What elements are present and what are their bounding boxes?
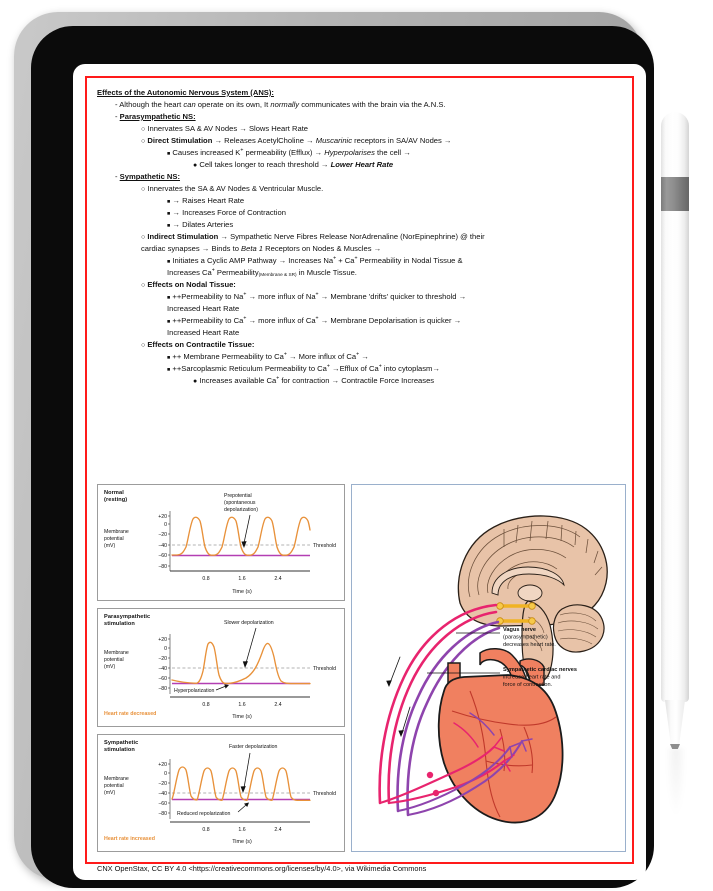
y-tick-labels-sympathetic: [158, 762, 167, 817]
y-axis-normal: [168, 511, 170, 571]
annotation-prepotential-l3: depolarization): [224, 507, 259, 513]
para-item-2: [97, 135, 622, 147]
dash-marker: -: [115, 172, 118, 182]
reduced-repolarization-label: Reduced repolarization: [177, 811, 231, 817]
contr-2-pre: ++Sarcoplasmic Reticulum Permeability to Ca: [172, 364, 327, 374]
chart-panel-normal: [97, 484, 345, 601]
intro-suffix: communicates with the brain via the A.N.S.: [299, 99, 446, 109]
na-plus-superscript: +: [333, 255, 337, 262]
svg-text:−60: −60: [158, 676, 167, 682]
hyperpolarization-label: Hyperpolarization: [174, 688, 215, 694]
dash-marker: -: [115, 111, 118, 121]
cyclic-amp-line: [97, 255, 622, 267]
y-axis-line-2: potential: [104, 535, 124, 542]
contr-1-pre: ++ Membrane Permeability to Ca: [172, 352, 284, 362]
para-item-1: [97, 123, 622, 135]
svg-text:−20: −20: [158, 781, 167, 787]
sympathetic-label-line-3: force of contraction.: [503, 682, 553, 688]
nodal-2-end: → Membrane Depolarisation is quicker →: [318, 316, 462, 326]
annotation-arrowhead-faster: [241, 786, 246, 793]
svg-text:−40: −40: [158, 666, 167, 672]
x-axis-title-parasympathetic: Time (s): [232, 714, 252, 720]
nodal-item-2-wrap: Increased Heart Rate: [167, 328, 240, 338]
chart-panel-sympathetic: [97, 734, 345, 852]
square-bullet-icon: ■: [167, 355, 171, 362]
sympathetic-heading-line: [97, 171, 622, 183]
contr-3-pre: Increases available Ca: [199, 376, 277, 386]
stylus-band: [661, 177, 689, 211]
svg-text:−20: −20: [158, 532, 167, 538]
chart-title-line-1: Normal: [104, 490, 124, 496]
annotation-arrowhead-parasympathetic: [243, 661, 248, 668]
symp-sub-2-text: → Increases Force of Contraction: [172, 208, 286, 218]
nodal-2-pre: ++Permeability to Ca: [172, 316, 244, 326]
contractile-item-2: [97, 363, 622, 375]
circle-bullet-icon: ○: [141, 234, 146, 242]
action-potential-trace-normal: [172, 517, 310, 555]
para-item-3-end: the cell →: [374, 148, 411, 158]
figure-block: [97, 484, 626, 862]
indirect-stimulation-label: Indirect Stimulation: [147, 232, 219, 242]
para-item-2-end: receptors in SA/AV Nodes →: [352, 136, 452, 145]
svg-text:2.4: 2.4: [274, 702, 282, 708]
stylus-pencil[interactable]: [661, 112, 689, 752]
y-axis-line-2: potential: [104, 782, 124, 789]
action-potential-charts: [97, 484, 345, 852]
circle-bullet-icon: ○: [141, 342, 146, 350]
y-tick-labels-normal: [158, 514, 167, 570]
heart-rate-note-sympathetic: Heart rate increased: [104, 836, 155, 842]
document-body: [87, 78, 632, 873]
circle-bullet-icon: ○: [141, 125, 146, 133]
sympathetic-label-line-1: Sympathetic cardiac nerves: [503, 667, 577, 673]
stylus-shadow: [666, 748, 686, 818]
ca-plus-superscript: +: [243, 315, 247, 322]
symp-item-1: [97, 183, 622, 195]
svg-text:0: 0: [164, 771, 167, 777]
svg-text:1.6: 1.6: [238, 702, 246, 708]
lower-heart-rate-label: Lower Heart Rate: [330, 160, 394, 170]
svg-text:1.6: 1.6: [238, 827, 246, 833]
figure-caption: CNX OpenStax, CC BY 4.0 <https://creativecommons.org/licenses/by/4.0>, via Wikimedia Commons: [97, 864, 427, 873]
svg-text:−60: −60: [158, 553, 167, 559]
dash-marker: -: [115, 99, 118, 109]
symp-sub-2: [97, 207, 622, 219]
y-tick-labels-parasympathetic: [158, 637, 167, 692]
contr-1-end: →: [359, 352, 369, 362]
contr-3-end: for contraction → Contractile Force Increases: [279, 376, 435, 386]
chart-svg-parasympathetic: [98, 609, 346, 728]
vagus-label-line-3: decreases heart rate.: [503, 642, 556, 648]
action-potential-trace-sympathetic: [172, 767, 310, 800]
muscarinic-italic: Muscarinic: [315, 136, 353, 145]
square-bullet-icon: ■: [167, 151, 171, 158]
square-bullet-icon: ■: [167, 259, 171, 266]
hyperpolarises-italic: Hyperpolarises: [324, 148, 375, 158]
symp-sub-3: [97, 219, 622, 231]
direct-stimulation-label: Direct Stimulation: [147, 136, 213, 145]
chart-title-line-1: Sympathetic: [104, 740, 139, 746]
x-tick-labels-parasympathetic: [202, 702, 281, 708]
anatomy-diagram-panel: [351, 484, 626, 852]
cyclic-line2-mid: Permeability: [214, 268, 259, 278]
x-axis-title-sympathetic: Time (s): [232, 839, 252, 845]
para-item-4: [97, 159, 622, 171]
hyperpolarization-arrow: [216, 686, 226, 690]
threshold-label-parasympathetic: Threshold: [313, 666, 337, 672]
square-bullet-icon: ■: [167, 199, 171, 206]
ca-plus-superscript: +: [354, 255, 358, 262]
intro-italic-normally: normally: [270, 99, 300, 109]
cyclic-end: Permeability in Nodal Tissue &: [357, 256, 463, 266]
parasympathetic-heading-line: [97, 111, 622, 123]
svg-text:0.8: 0.8: [202, 576, 210, 582]
svg-text:−80: −80: [158, 811, 167, 817]
x-axis-title-normal: Time (s): [232, 589, 252, 595]
y-axis-line-3: (mV): [104, 663, 116, 670]
nodal-heading-line: [97, 279, 622, 291]
chart-title-line-2: (resting): [104, 496, 128, 503]
circle-bullet-icon: ○: [141, 186, 146, 194]
threshold-label-normal: Threshold: [313, 543, 337, 549]
nodal-1-mid: → more influx of Na: [246, 292, 316, 302]
square-bullet-icon: ■: [167, 367, 171, 374]
nodal-1-end: → Membrane 'drifts' quicker to threshold →: [318, 292, 467, 302]
heart-rate-note-parasympathetic: Heart rate decreased: [104, 711, 157, 717]
stylus-body: [661, 112, 689, 702]
tablet-screen[interactable]: [73, 64, 646, 880]
notes-heading: Effects of the Autonomic Nervous System (ANS):: [97, 88, 274, 97]
nodal-2-mid: → more influx of Ca: [246, 316, 316, 326]
svg-text:+20: +20: [158, 762, 167, 768]
circle-bullet-icon: ○: [141, 282, 146, 290]
annotation-prepotential-l1: Prepotential: [224, 493, 252, 499]
tablet-device: [14, 12, 643, 880]
para-item-2-mid: → Releases AcetylCholine →: [212, 136, 316, 145]
ca-plus-superscript: +: [356, 351, 360, 358]
indirect-line-1: → Sympathetic Nerve Fibres Release NorAdrenaline (NorEpinephrine) @ their: [218, 232, 485, 242]
annotation-faster-depolarization: Faster depolarization: [229, 744, 278, 750]
y-axis-line-3: (mV): [104, 542, 116, 549]
svg-text:0: 0: [164, 522, 167, 528]
ca-plus-superscript: +: [326, 363, 330, 370]
annotation-arrow-faster: [244, 753, 250, 788]
y-axis-line-1: Membrane: [104, 776, 129, 782]
annotation-arrow-parasympathetic: [246, 628, 256, 663]
svg-text:0.8: 0.8: [202, 702, 210, 708]
cyclic-line2-pre: Increases Ca: [167, 268, 212, 278]
svg-text:0.8: 0.8: [202, 827, 210, 833]
contractile-item-1: [97, 351, 622, 363]
nodal-item-1-wrap: Increased Heart Rate: [167, 304, 240, 314]
square-bullet-icon: ■: [167, 211, 171, 218]
cyclic-line2-end: in Muscle Tissue.: [296, 268, 357, 278]
svg-text:−40: −40: [158, 791, 167, 797]
threshold-label-sympathetic: Threshold: [313, 791, 337, 797]
dot-bullet-icon: ●: [193, 378, 198, 386]
contractile-heading-line: [97, 339, 622, 351]
cyclic-amp-line-2: [97, 267, 622, 279]
svg-text:−40: −40: [158, 543, 167, 549]
chart-panel-parasympathetic: [97, 608, 345, 727]
annotation-arrowhead-normal: [241, 541, 246, 548]
square-bullet-icon: ■: [167, 223, 171, 230]
nerve-terminal-dot-2: [433, 790, 439, 796]
nerve-terminal-dot-1: [427, 772, 433, 778]
svg-text:−60: −60: [158, 801, 167, 807]
k-plus-superscript: +: [240, 147, 244, 154]
annotation-arrow-normal: [244, 515, 250, 543]
chart-svg-normal: [98, 485, 346, 602]
hyperpolarization-arrowhead: [224, 684, 229, 688]
x-tick-labels-sympathetic: [202, 827, 281, 833]
thalamus: [518, 585, 542, 601]
symp-sub-1-text: → Raises Heart Rate: [172, 196, 245, 206]
contr-2-mid: →Efflux of Ca: [329, 364, 379, 374]
svg-text:+20: +20: [158, 514, 167, 520]
para-item-1-text: Innervates SA & AV Nodes → Slows Heart Rate: [147, 123, 309, 133]
intro-prefix: Although the heart: [119, 99, 184, 109]
indirect-line-2-end: Receptors on Nodes & Muscles →: [263, 244, 382, 254]
y-axis-line-3: (mV): [104, 789, 116, 796]
membrane-sr-subscript: (Membrane & SR): [258, 271, 297, 277]
parasympathetic-heading: Parasympathetic NS:: [119, 111, 196, 121]
y-axis-line-2: potential: [104, 656, 124, 663]
nodal-item-1: [97, 291, 622, 303]
svg-text:0: 0: [164, 646, 167, 652]
cyclic-pre: Initiates a Cyclic AMP Pathway → Increases Na: [172, 256, 334, 266]
contractile-tissue-heading: Effects on Contractile Tissue:: [147, 340, 255, 350]
square-bullet-icon: ■: [167, 295, 171, 302]
circle-bullet-icon: ○: [141, 138, 146, 145]
svg-text:+20: +20: [158, 637, 167, 643]
chart-title-line-2: stimulation: [104, 746, 135, 753]
nodal-1-pre: ++Permeability to Na: [172, 292, 244, 302]
svg-text:−80: −80: [158, 686, 167, 692]
ca-plus-superscript: +: [378, 363, 382, 370]
indirect-line-2: [97, 243, 622, 255]
heart-body: [439, 675, 563, 823]
nodal-tissue-heading: Effects on Nodal Tissue:: [147, 280, 236, 290]
cerebellum: [553, 605, 604, 652]
beta-1-italic: Beta 1: [241, 244, 264, 254]
na-plus-superscript: +: [315, 291, 319, 298]
symp-item-1-text: Innervates the SA & AV Nodes & Ventricular Muscle.: [147, 184, 324, 194]
reduced-repolarization-arrow: [238, 805, 246, 812]
sympathetic-heading: Sympathetic NS:: [119, 172, 180, 182]
svg-text:1.6: 1.6: [238, 576, 246, 582]
square-bullet-icon: ■: [167, 319, 171, 326]
contr-2-end: into cytoplasm→: [381, 364, 440, 374]
vagus-label-line-1: Vagus nerve: [503, 627, 536, 633]
sympathetic-label-line-2: increase heart rate and: [503, 674, 561, 681]
document-red-frame: [85, 76, 634, 873]
indirect-line-2-pre: cardiac synapses → Binds to: [141, 244, 242, 254]
anatomy-svg: [352, 485, 625, 851]
vagus-label-line-2: (parasympathetic): [503, 634, 548, 641]
na-plus-superscript: +: [243, 291, 247, 298]
ca-plus-superscript: +: [276, 375, 280, 382]
para-item-3-pre: Causes increased K: [172, 148, 241, 158]
nodal-item-2: [97, 315, 622, 327]
indirect-stimulation-line: [97, 231, 622, 243]
y-axis-sympathetic: [168, 759, 170, 819]
stylus-taper: [665, 700, 685, 746]
svg-text:2.4: 2.4: [274, 576, 282, 582]
chart-title-line-1: Parasympathetic: [104, 614, 151, 620]
symp-sub-3-text: → Dilates Arteries: [172, 220, 234, 230]
intro-mid: operate on its own, It: [195, 99, 271, 109]
svg-text:−20: −20: [158, 656, 167, 662]
chart-title-line-2: stimulation: [104, 620, 135, 627]
para-item-3-mid: permeability (Efflux) →: [243, 148, 325, 158]
notes-content: [97, 87, 622, 387]
svg-text:−80: −80: [158, 564, 167, 570]
svg-text:2.4: 2.4: [274, 827, 282, 833]
chart-svg-sympathetic: [98, 735, 346, 853]
x-tick-labels-normal: [202, 576, 281, 582]
annotation-slower-depolarization: Slower depolarization: [224, 620, 274, 626]
contr-1-mid: → More influx of Ca: [286, 352, 357, 362]
y-axis-line-1: Membrane: [104, 529, 129, 535]
ca-plus-superscript: +: [315, 315, 319, 322]
ca-plus-superscript: +: [211, 267, 215, 274]
ca-plus-superscript: +: [283, 351, 287, 358]
cyclic-mid: + Ca: [336, 256, 355, 266]
action-potential-trace-parasympathetic: [172, 642, 310, 683]
contractile-item-3: [97, 375, 622, 387]
y-axis-parasympathetic: [168, 634, 170, 694]
tablet-bezel: [31, 26, 654, 888]
dot-bullet-icon: ●: [193, 162, 198, 170]
annotation-prepotential-l2: (spontaneous: [224, 500, 256, 506]
para-item-3: [97, 147, 622, 159]
notes-intro-line: [97, 99, 622, 111]
symp-sub-1: [97, 195, 622, 207]
y-axis-line-1: Membrane: [104, 650, 129, 656]
intro-italic-can: can: [183, 99, 196, 109]
para-item-4-pre: Cell takes longer to reach threshold →: [199, 160, 331, 170]
